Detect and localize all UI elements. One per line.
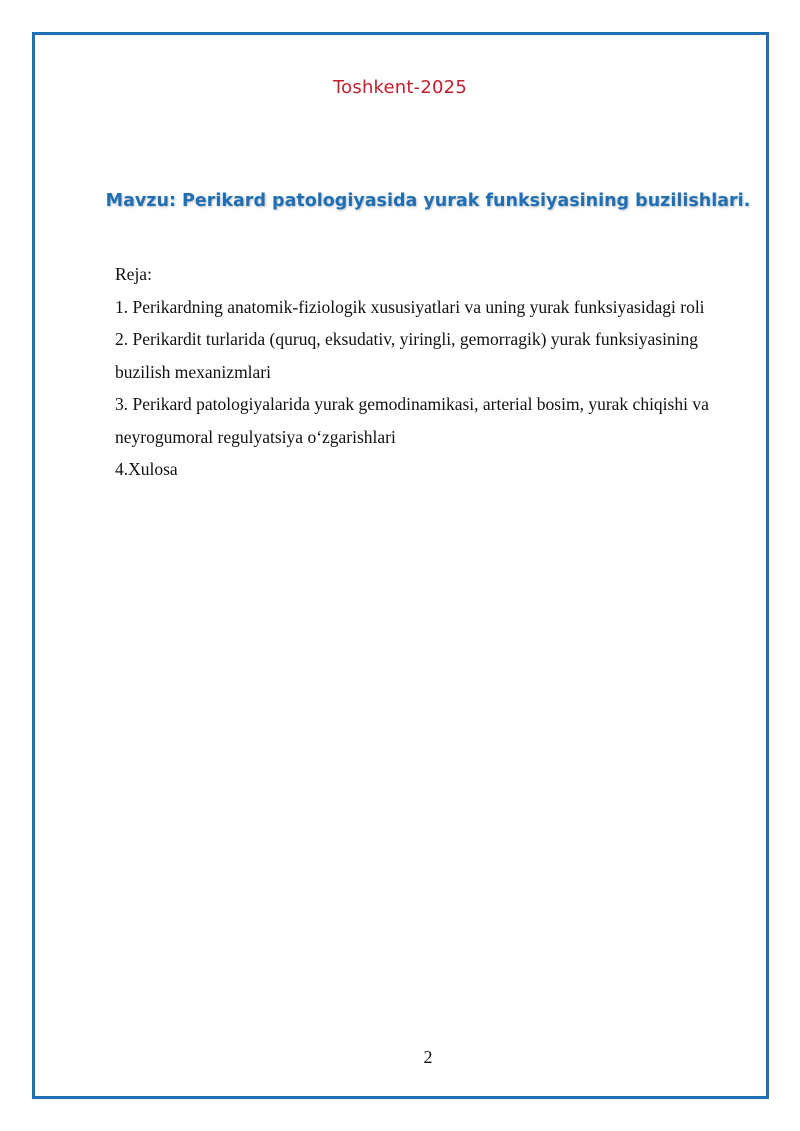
page-number: 2 [423,1047,433,1067]
plan-section [115,258,755,486]
city-year-heading: Toshkent-2025 [333,77,467,98]
plan-item: 1. Perikardning anatomik-fiziologik xususiyatlari va uning yurak funksiyasidagi roli [115,296,705,317]
topic-title: Mavzu: Perikard patologiyasida yurak funksiyasining buzilishlari. [105,191,751,211]
plan-item: 4.Xulosa [115,459,178,479]
plan-item: 2. Perikardit turlarida (quruq, eksudativ, yiringli, gemorragik) yurak funksiyasining buzilish mexanizmlari [115,329,699,382]
plan-item: 3. Perikard patologiyalarida yurak gemodinamikasi, arterial bosim, yurak chiqishi va neyrogumoral regulyatsiya o‘zgarishlari [115,394,709,447]
plan-heading: Reja: [115,264,152,284]
